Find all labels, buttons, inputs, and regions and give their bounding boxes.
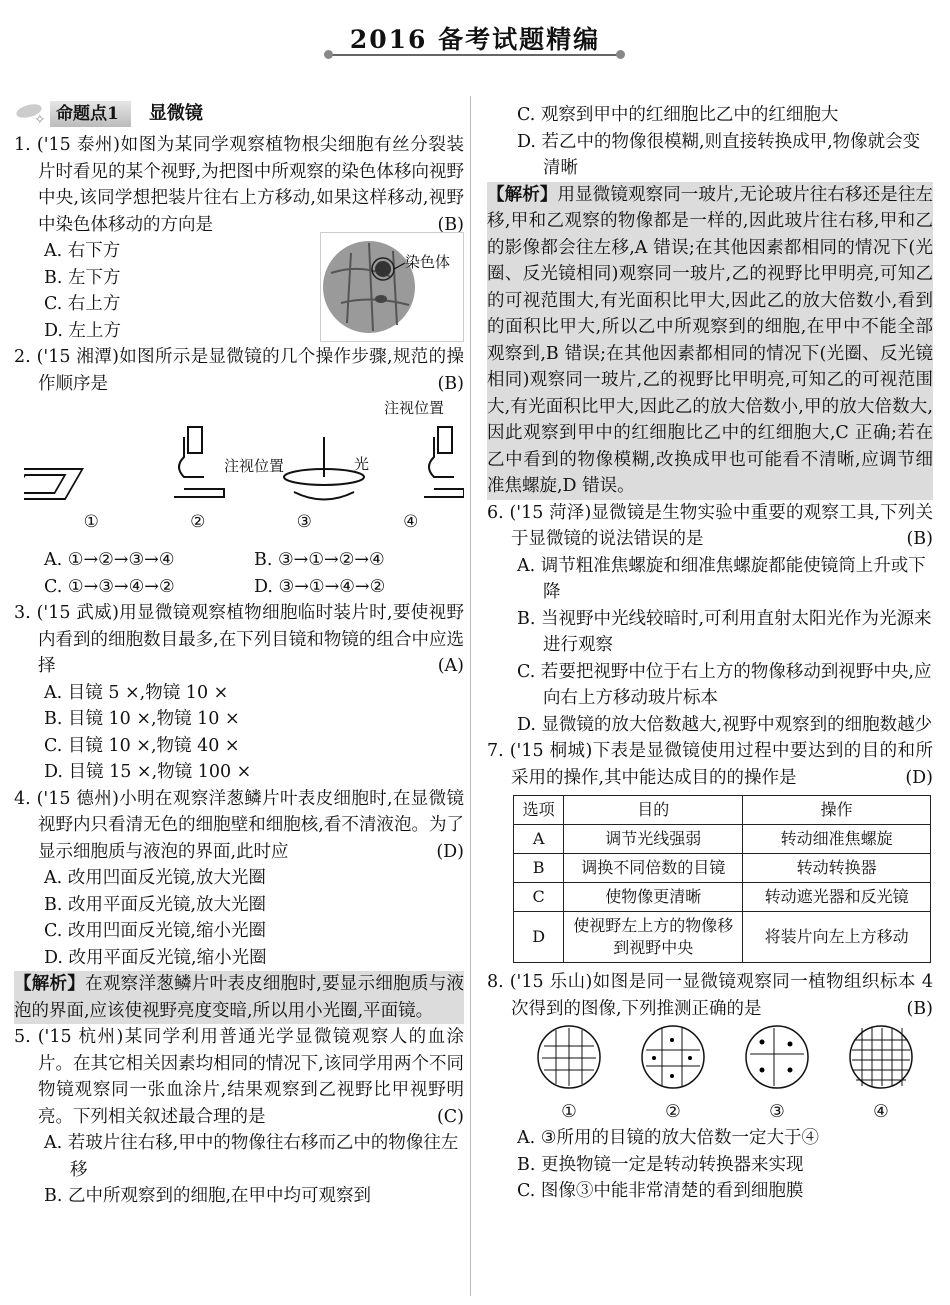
step-label: ② (190, 512, 206, 532)
option: B. ③→①→②→④ (254, 550, 385, 570)
option: A. 右下方 (44, 241, 121, 261)
page-header (0, 14, 950, 64)
table-cell: B (514, 854, 564, 883)
cell-view-2 (640, 1024, 706, 1090)
question-8 (487, 969, 933, 1205)
question-stem: 8. ('15 乐山)如图是同一显微镜观察同一植物组织标本 4 次得到的图像,下列推测正确的是 (B) (487, 969, 933, 1022)
table-cell: D (514, 912, 564, 963)
answer: (B) (437, 214, 464, 235)
table-cell: 转动细准焦螺旋 (743, 825, 931, 854)
option: A. ①→②→③→④ (44, 550, 175, 570)
option: D. 显微镜的放大倍数越大,视野中观察到的细胞数越少 (517, 714, 933, 735)
question-6 (487, 500, 933, 739)
answer: (D) (905, 767, 933, 788)
option: B. 左下方 (44, 267, 121, 288)
header-dot-right (616, 50, 625, 59)
answer: (D) (436, 841, 464, 862)
microscope-field-image (320, 232, 464, 342)
option: B. 改用平面反光镜,放大光圈 (44, 894, 267, 915)
table-cell: 转动转换器 (743, 854, 931, 883)
table-header: 操作 (743, 796, 931, 825)
cell-images (487, 1024, 933, 1125)
option: C. 观察到甲中的红细胞比乙中的红细胞大 (517, 105, 839, 125)
option: D. 目镜 15 ×,物镜 100 × (44, 762, 252, 782)
svg-text:注视位置: 注视位置 (224, 457, 285, 475)
question-stem: 4. ('15 德州)小明在观察洋葱鳞片叶表皮细胞时,在显微镜视野内只看清无色的细胞壁和细胞核,看不清液泡。为了显示细胞质与液泡的界面,此时应 (D) (14, 786, 464, 866)
table-header: 选项 (514, 796, 564, 825)
option: D. 若乙中的物像很模糊,则直接转换成甲,物像就会变清晰 (517, 131, 921, 178)
option: A. 调节粗准焦螺旋和细准焦螺旋都能使镜筒上升或下降 (517, 555, 926, 602)
option: A. ③所用的目镜的放大倍数一定大于④ (517, 1128, 819, 1148)
question-5 (14, 1024, 464, 1210)
option: C. 图像③中能非常清楚的看到细胞膜 (517, 1181, 804, 1201)
header-rule (330, 54, 620, 56)
option: A. 改用凹面反光镜,放大光圈 (44, 868, 266, 888)
column-divider (470, 96, 471, 1296)
option: D. 改用平面反光镜,缩小光圈 (44, 947, 267, 968)
question-stem: 1. ('15 泰州)如图为某同学观察植物根尖细胞有丝分裂装片时看见的某个视野,为把图中所观察的染色体移向视野中央,该同学想把装片往右上方移动,如果这样移动,视野中染色体移动的方向是 (B) (14, 132, 464, 238)
page-title: 2016 备考试题精编 (349, 25, 601, 54)
question-2 (14, 344, 464, 600)
option: B. 乙中所观察到的细胞,在甲中均可观察到 (44, 1186, 372, 1206)
chromosome-label: 染色体 (405, 253, 451, 271)
option: A. 目镜 5 ×,物镜 10 × (44, 682, 229, 703)
cell-view-1 (536, 1024, 602, 1090)
question-1 (14, 132, 464, 344)
image-label: ② (665, 1101, 681, 1122)
table-row (514, 883, 931, 912)
question-stem: 5. ('15 杭州)某同学利用普通光学显微镜观察人的血涂片。在其它相关因素均相同的情况下,该同学用两个不同物镜观察同一张血涂片,结果观察到乙视野比甲视野明亮。下列相关叙述最合理的是 (C) (14, 1024, 464, 1130)
step-label: ④ (403, 512, 419, 532)
answer: (A) (437, 656, 464, 676)
section-heading (14, 98, 464, 130)
table-cell: 将装片向左上方移动 (743, 912, 931, 963)
svg-text:光: 光 (354, 455, 370, 473)
option: D. 左上方 (44, 320, 122, 341)
answer: (C) (436, 1106, 464, 1127)
option: A. 若玻片往右移,甲中的物像往右移而乙中的物像往左移 (44, 1133, 459, 1180)
table-cell: 使视野左上方的物像移到视野中央 (564, 912, 743, 963)
left-column (14, 98, 464, 1210)
header-dot-left (324, 50, 333, 59)
table-cell: 调换不同倍数的目镜 (564, 854, 743, 883)
cell-view-3 (744, 1024, 810, 1090)
option: B. 更换物镜一定是转动转换器来实现 (517, 1154, 804, 1175)
table-cell: 调节光线强弱 (564, 825, 743, 854)
image-label: ③ (769, 1101, 785, 1122)
option: C. ①→③→④→② (44, 576, 175, 597)
question-stem: 2. ('15 湘潭)如图所示是显微镜的几个操作步骤,规范的操作顺序是 (B) (14, 344, 464, 397)
section-tag: 命题点1 (50, 101, 131, 127)
section-title: 显微镜 (148, 102, 203, 124)
question-stem: 6. ('15 菏泽)显微镜是生物实验中重要的观察工具,下列关于显微镜的说法错误的是 (B) (487, 500, 933, 553)
question-stem: 7. ('15 桐城)下表是显微镜使用过程中要达到的目的和所采用的操作,其中能达成目的的操作是 (D) (487, 738, 933, 791)
cell-view-4 (848, 1024, 914, 1090)
question-stem: 3. ('15 武威)用显微镜观察植物细胞临时装片时,要使视野内看到的细胞数目最多,在下列目镜和物镜的组合中应选择 (A) (14, 600, 464, 680)
option: C. 改用凹面反光镜,缩小光圈 (44, 921, 266, 941)
table-row (514, 854, 931, 883)
explanation: 【解析】用显微镜观察同一玻片,无论玻片往右移还是往左移,甲和乙观察的物像都是一样的,因此玻片往右移,甲和乙的影像都会往左移,A 错误;在其他因素都相同的情况下(光圈、反光镜相同)观察同一玻片,乙的视野比甲明亮,可知乙的可视范围大,有光面积比甲大,因此乙的放大倍数小,看到的面积比甲大,所以乙中所观察到的细胞,在甲中不能全部观察到,B 错误;在其他因素都相同的情况下(光圈、反光镜相同)观察同一玻片,乙的视野比甲明亮,可知乙的可视范围大,有光面积比甲大,因此乙的放大倍数小,甲的放大倍数大,因此观察到甲中的红细胞比乙中的红细胞大,C 正确;若在乙中看到的物像模糊,改换成甲也可能看不清晰,应调节细准焦螺旋,D 错误。 (487, 182, 933, 500)
option: C. 右上方 (44, 294, 121, 314)
table-row (514, 825, 931, 854)
explanation: 【解析】在观察洋葱鳞片叶表皮细胞时,要显示细胞质与液泡的界面,应该使视野亮度变暗,所以用小光圈,平面镜。 (14, 971, 464, 1024)
table-row (514, 912, 931, 963)
option: C. 若要把视野中位于右上方的物像移动到视野中央,应向右上方移动玻片标本 (517, 661, 932, 708)
table-cell: C (514, 883, 564, 912)
operation-table (513, 795, 931, 963)
question-7 (487, 738, 933, 963)
table-cell: A (514, 825, 564, 854)
step-label: ① (83, 512, 99, 532)
answer: (B) (906, 998, 933, 1019)
table-header: 目的 (564, 796, 743, 825)
table-cell: 使物像更清晰 (564, 883, 743, 912)
table-cell: 转动遮光器和反光镜 (743, 883, 931, 912)
right-column (487, 102, 933, 1205)
option: B. 目镜 10 ×,物镜 10 × (44, 709, 240, 729)
options (14, 547, 464, 600)
question-3 (14, 600, 464, 786)
sparkle-icon (14, 103, 50, 125)
option: C. 目镜 10 ×,物镜 40 × (44, 735, 240, 756)
svg-text:注视位置: 注视位置 (384, 399, 445, 417)
question-4 (14, 786, 464, 1025)
table-header-row (514, 796, 931, 825)
option: D. ③→①→④→② (254, 576, 386, 597)
answer: (B) (437, 373, 464, 394)
image-label: ④ (873, 1101, 889, 1122)
option: B. 当视野中光线较暗时,可利用直射太阳光作为光源来进行观察 (517, 608, 932, 655)
image-label: ① (561, 1101, 577, 1122)
step-label: ③ (296, 512, 312, 532)
answer: (B) (906, 529, 933, 549)
